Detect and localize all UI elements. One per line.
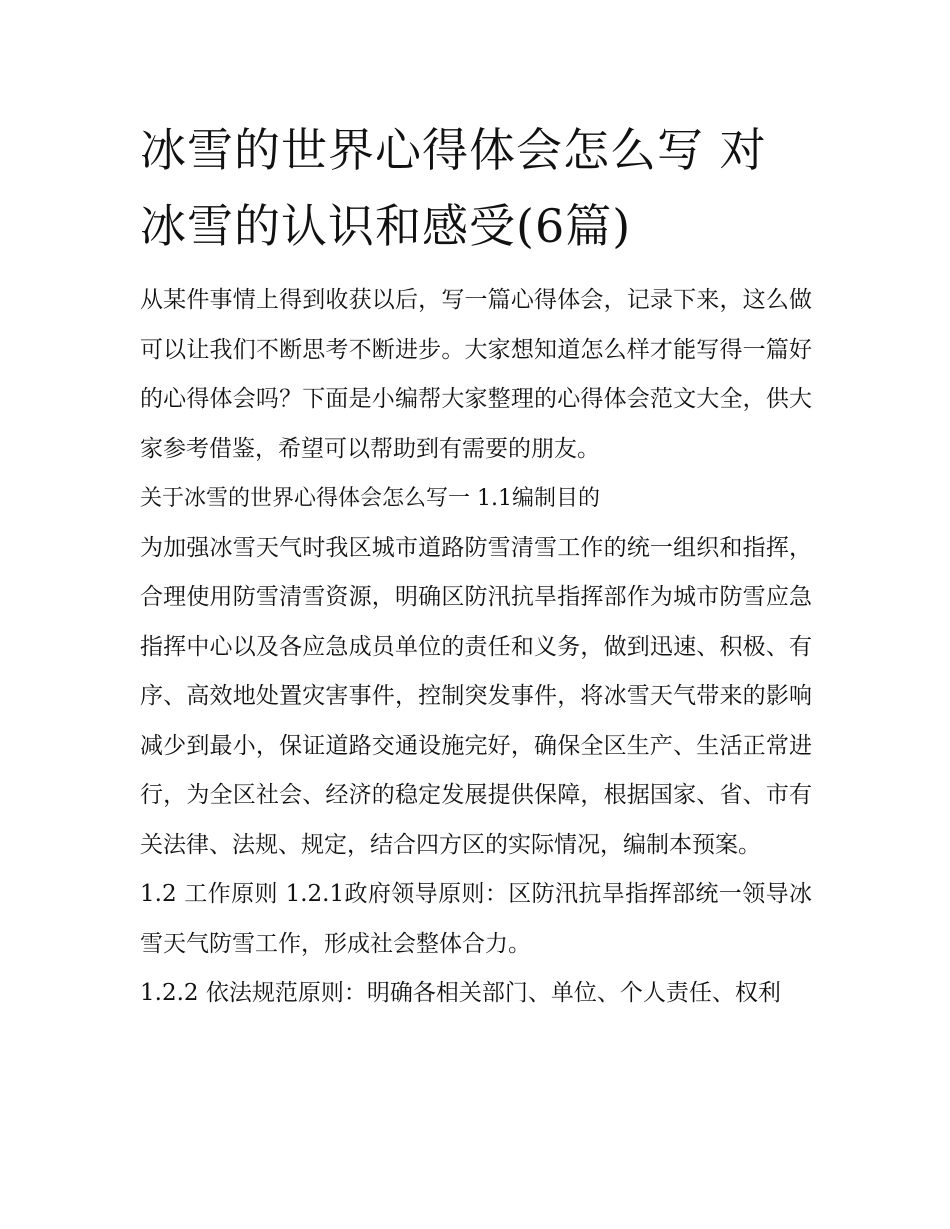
section-heading: 关于冰雪的世界心得体会怎么写一 1.1编制目的 — [140, 486, 600, 511]
intro-paragraph: 从某件事情上得到收获以后，写一篇心得体会，记录下来，这么做可以让我们不断思考不断进步。大家想知道怎么样才能写得一篇好的心得体会吗？下面是小编帮大家整理的心得体会范文大全，供大家参考借鉴，希望可以帮助到有需要的朋友。 — [140, 287, 812, 462]
principle-paragraph-2: 1.2.2 依法规范原则：明确各相关部门、单位、个人责任、权利 — [140, 980, 781, 1006]
principle-paragraph-1: 1.2 工作原则 1.2.1政府领导原则：区防汛抗旱指挥部统一领导冰雪天气防雪工作，形成社会整体合力。 — [140, 881, 812, 957]
document-title: 冰雪的世界心得体会怎么写 对冰雪的认识和感受(6篇) — [140, 123, 767, 253]
document-page — [140, 112, 812, 1019]
section-body-paragraph: 为加强冰雪天气时我区城市道路防雪清雪工作的统一组织和指挥，合理使用防雪清雪资源，明确区防汛抗旱指挥部作为城市防雪应急指挥中心以及各应急成员单位的责任和义务，做到迅速、积极、有序、高效地处置灾害事件，控制突发事件，将冰雪天气带来的影响减少到最小，保证道路交通设施完好，确保全区生产、生活正常进行，为全区社会、经济的稳定发展提供保障，根据国家、省、市有关法律、法规、规定，结合四方区的实际情况，编制本预案。 — [140, 534, 812, 858]
